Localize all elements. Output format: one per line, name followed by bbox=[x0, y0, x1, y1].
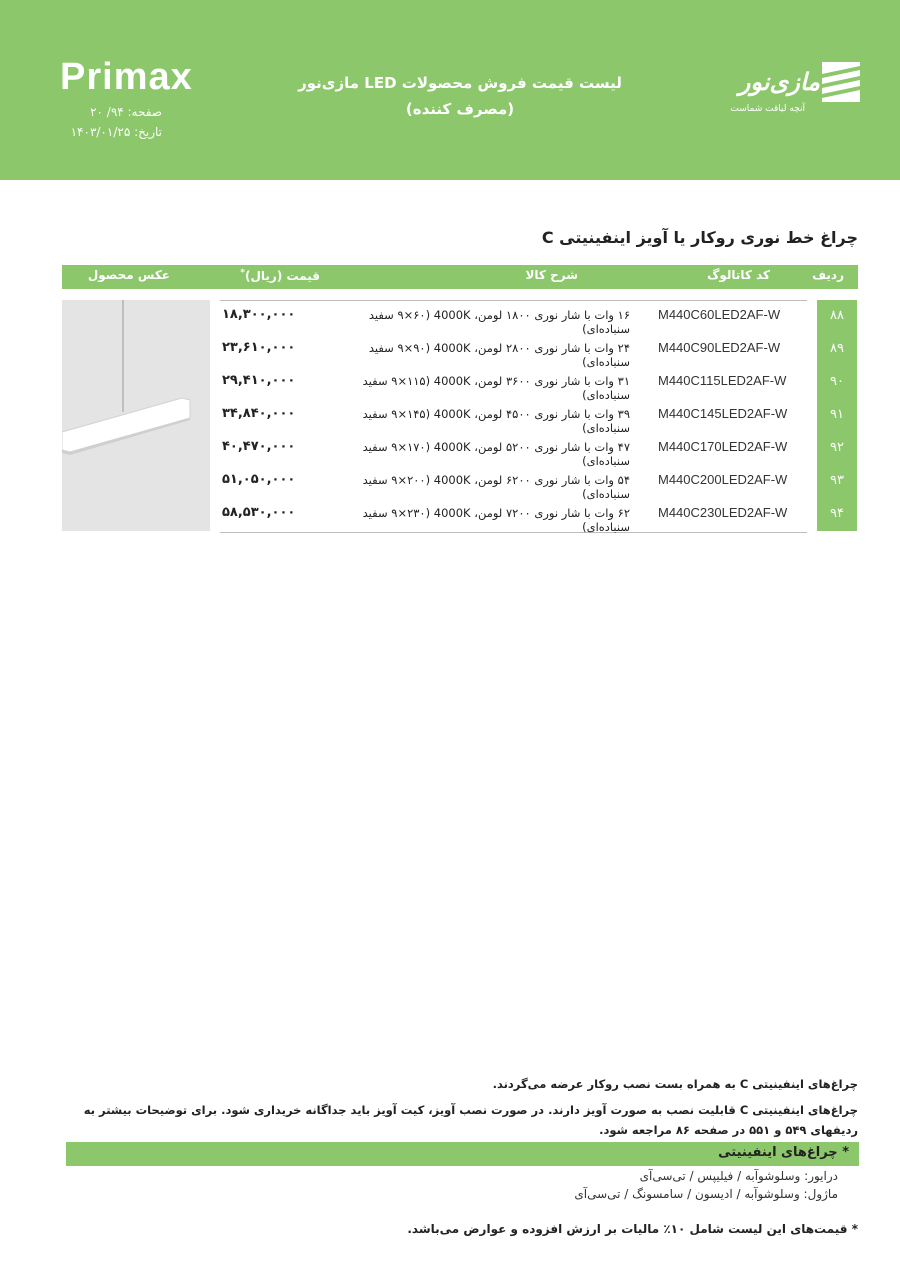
catalog-code-cell: M440C230LED2AF-W bbox=[658, 505, 788, 520]
row-number: ۹۰ bbox=[830, 374, 844, 389]
catalog-code-cell: M440C170LED2AF-W bbox=[658, 439, 788, 454]
header-desc: شرح کالا bbox=[525, 268, 578, 282]
infinity-components-bar bbox=[66, 1142, 859, 1166]
issue-date: تاریخ: ۱۴۰۳/۰۱/۲۵ bbox=[70, 125, 162, 139]
row-number: ۸۸ bbox=[830, 308, 844, 323]
header-row-no: ردیف bbox=[812, 268, 844, 282]
table-header bbox=[62, 265, 858, 289]
description-cell: ۵۴ وات با شار نوری ۶۲۰۰ لومن، 4000K (۹×۲۰۰ سفید سنباده‌ای) bbox=[362, 473, 630, 501]
description-cell: ۳۹ وات با شار نوری ۴۵۰۰ لومن، 4000K (۹×۱۴۵ سفید سنباده‌ای) bbox=[362, 407, 630, 435]
price-cell: ۱۸,۳۰۰,۰۰۰ bbox=[222, 307, 296, 322]
page-number: صفحه: ۹۴/ ۲۰ bbox=[90, 105, 162, 119]
infinity-fixture-icon bbox=[62, 300, 210, 531]
logo-mark-icon bbox=[822, 62, 860, 102]
note-pendant-mount: چراغ‌های اینفینیتی C قابلیت نصب به صورت آویز دارند. در صورت نصب آویز، کیت آویز باید جداگانه خریداری شود. برای توضیحات بیشتر به ردیفهای ۵۴۹ و ۵۵۱ در صفحه ۸۶ مراجعه شود. bbox=[83, 1103, 858, 1137]
row-number: ۹۲ bbox=[830, 440, 844, 455]
description-cell: ۳۱ وات با شار نوری ۳۶۰۰ لومن، 4000K (۹×۱۱۵ سفید سنباده‌ای) bbox=[362, 374, 630, 402]
module-spec: ماژول: وسلوشوآبه / ادیسون / سامسونگ / تی‌سی‌آی bbox=[574, 1187, 838, 1201]
table-row bbox=[220, 466, 807, 501]
logo-wordmark: مازی‌نور bbox=[738, 68, 820, 96]
brand-primax: Primax bbox=[60, 56, 193, 98]
table-row bbox=[220, 433, 807, 468]
infinity-components-title: * چراغ‌های اینفینیتی bbox=[718, 1145, 849, 1160]
logo-tagline: آنچه لیاقت شماست bbox=[730, 104, 805, 114]
maziar-logo bbox=[720, 60, 860, 126]
table-row bbox=[220, 367, 807, 402]
catalog-code-cell: M440C200LED2AF-W bbox=[658, 472, 788, 487]
description-cell: ۴۷ وات با شار نوری ۵۲۰۰ لومن، 4000K (۹×۱۷۰ سفید سنباده‌ای) bbox=[362, 440, 630, 468]
table-row bbox=[220, 499, 807, 534]
description-cell: ۱۶ وات با شار نوری ۱۸۰۰ لومن، 4000K (۹×۶۰ سفید سنباده‌ای) bbox=[368, 308, 630, 336]
note-surface-mount: چراغ‌های اینفینیتی C به همراه بست نصب روکار عرضه می‌گردند. bbox=[492, 1077, 858, 1091]
product-image bbox=[62, 300, 210, 531]
header-code: کد کاتالوگ bbox=[707, 268, 770, 282]
price-cell: ۲۹,۴۱۰,۰۰۰ bbox=[222, 373, 296, 388]
catalog-code-cell: M440C115LED2AF-W bbox=[658, 373, 787, 388]
price-cell: ۴۰,۴۷۰,۰۰۰ bbox=[222, 439, 296, 454]
driver-spec: درایور: وسلوشوآبه / فیلیپس / تی‌سی‌آی bbox=[639, 1169, 838, 1183]
row-number: ۹۴ bbox=[830, 506, 844, 521]
price-cell: ۳۴,۸۴۰,۰۰۰ bbox=[222, 406, 296, 421]
price-cell: ۵۱,۰۵۰,۰۰۰ bbox=[222, 472, 296, 487]
row-number: ۹۱ bbox=[830, 407, 844, 422]
tax-note: * قیمت‌های این لیست شامل ۱۰٪ مالیات بر ارزش افزوده و عوارض می‌باشد. bbox=[407, 1222, 858, 1236]
price-cell: ۲۳,۶۱۰,۰۰۰ bbox=[222, 340, 296, 355]
row-number-column bbox=[817, 300, 857, 531]
header-price-label: قیمت (ریال) bbox=[245, 269, 320, 283]
price-asterisk: * bbox=[240, 268, 246, 278]
catalog-code-cell: M440C90LED2AF-W bbox=[658, 340, 781, 355]
document-title-line2: (مصرف کننده) bbox=[405, 100, 515, 118]
header-price bbox=[240, 268, 320, 283]
table-row bbox=[220, 301, 807, 336]
description-cell: ۶۲ وات با شار نوری ۷۲۰۰ لومن، 4000K (۹×۲۳۰ سفید سنباده‌ای) bbox=[362, 506, 630, 534]
catalog-code-cell: M440C145LED2AF-W bbox=[658, 406, 788, 421]
page-header bbox=[0, 0, 900, 180]
header-meta bbox=[62, 102, 162, 142]
row-number: ۹۳ bbox=[830, 473, 844, 488]
document-title-line1: لیست قیمت فروش محصولات LED مازی‌نور bbox=[298, 74, 622, 92]
document-title bbox=[280, 70, 640, 122]
header-image: عکس محصول bbox=[87, 268, 170, 282]
price-cell: ۵۸,۵۳۰,۰۰۰ bbox=[222, 505, 296, 520]
description-cell: ۲۴ وات با شار نوری ۲۸۰۰ لومن، 4000K (۹×۹۰ سفید سنباده‌ای) bbox=[368, 341, 630, 369]
table-row bbox=[220, 334, 807, 369]
table-row bbox=[220, 400, 807, 435]
product-table-body bbox=[220, 300, 807, 533]
section-title: چراغ خط نوری روکار یا آویز اینفینیتی C bbox=[541, 228, 858, 247]
catalog-code-cell: M440C60LED2AF-W bbox=[658, 307, 781, 322]
row-number: ۸۹ bbox=[830, 341, 844, 356]
